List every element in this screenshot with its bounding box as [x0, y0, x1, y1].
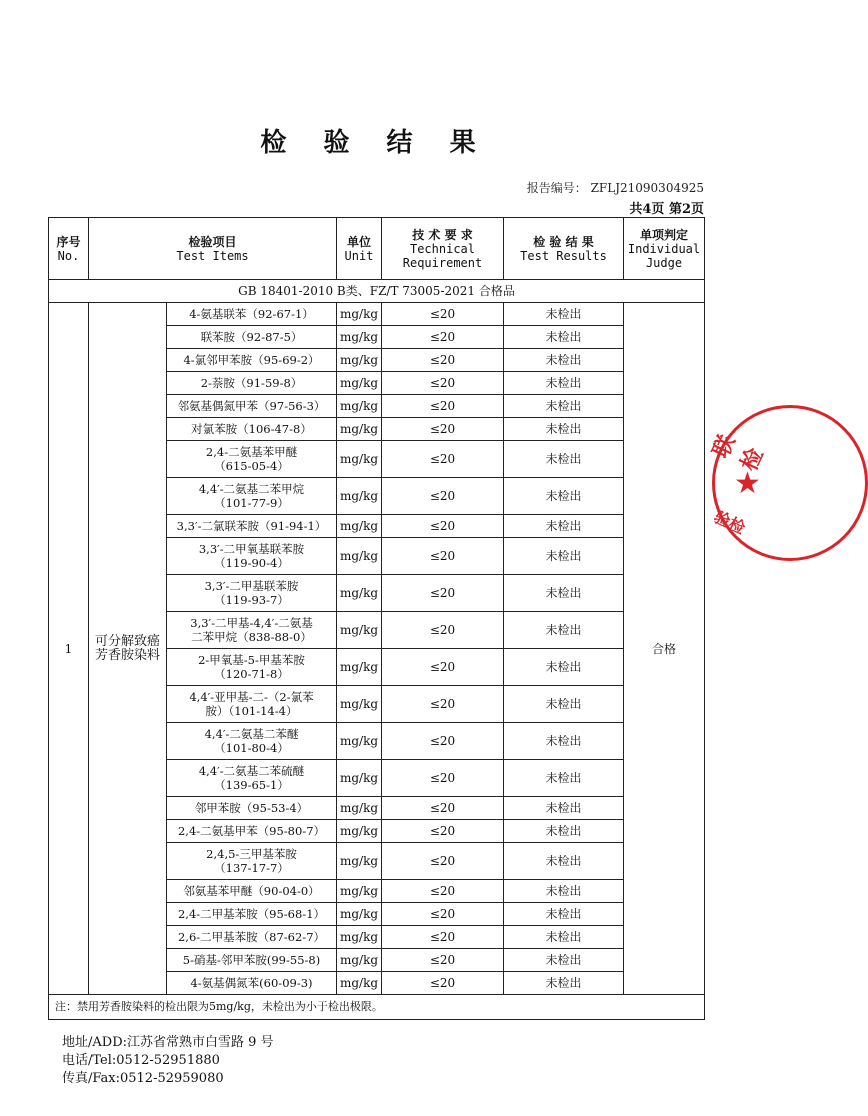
page-title: 检 验 结 果	[260, 128, 490, 158]
test-item: 5-硝基-邻甲苯胺(99-55-8)	[167, 949, 337, 972]
result-cell: 未检出	[504, 478, 624, 515]
unit-cell: mg/kg	[337, 820, 382, 843]
requirement-cell: ≤20	[382, 686, 504, 723]
result-cell: 未检出	[504, 418, 624, 441]
requirement-cell: ≤20	[382, 949, 504, 972]
result-cell: 未检出	[504, 515, 624, 538]
test-item: 2,4-二氨基甲苯（95-80-7）	[167, 820, 337, 843]
test-item: 3,3′-二甲氧基联苯胺 （119-90-4）	[167, 538, 337, 575]
page-indicator: 共4页 第2页	[629, 202, 704, 217]
test-item: 邻氨基苯甲醚（90-04-0）	[167, 880, 337, 903]
requirement-cell: ≤20	[382, 478, 504, 515]
test-item: 3,3′-二甲基-4,4′-二氨基 二苯甲烷（838-88-0）	[167, 612, 337, 649]
standard-row	[49, 280, 705, 303]
footer	[62, 1034, 274, 1088]
requirement-cell: ≤20	[382, 843, 504, 880]
report-number: 报告编号： ZFLJ21090304925	[526, 181, 704, 195]
col-judge: 单项判定 Individual Judge	[624, 218, 705, 280]
note-row	[49, 995, 705, 1020]
result-cell: 未检出	[504, 612, 624, 649]
unit-cell: mg/kg	[337, 903, 382, 926]
table-row	[49, 303, 705, 326]
test-item: 邻氨基偶氮甲苯（97-56-3）	[167, 395, 337, 418]
stamp-star-icon: ★	[734, 466, 761, 501]
test-item: 4,4′-二氨基二苯醚 （101-80-4）	[167, 723, 337, 760]
requirement-cell: ≤20	[382, 372, 504, 395]
footer-address: 地址/ADD:江苏省常熟市白雪路 9 号	[62, 1035, 274, 1050]
result-cell: 未检出	[504, 326, 624, 349]
result-cell: 未检出	[504, 949, 624, 972]
requirement-cell: ≤20	[382, 649, 504, 686]
table-header-row	[49, 218, 705, 280]
result-cell: 未检出	[504, 441, 624, 478]
test-item: 2-甲氧基-5-甲基苯胺 （120-71-8）	[167, 649, 337, 686]
test-item: 4,4′-二氨基二苯硫醚 （139-65-1）	[167, 760, 337, 797]
unit-cell: mg/kg	[337, 303, 382, 326]
result-cell: 未检出	[504, 349, 624, 372]
group-name: 可分解致癌 芳香胺染料	[89, 303, 167, 995]
result-cell: 未检出	[504, 903, 624, 926]
note-text: 注：禁用芳香胺染料的检出限为5mg/kg，未检出为小于检出极限。	[49, 995, 705, 1020]
unit-cell: mg/kg	[337, 880, 382, 903]
result-cell: 未检出	[504, 303, 624, 326]
col-results: 检 验 结 果 Test Results	[504, 218, 624, 280]
footer-tel: 电话/Tel:0512-52951880	[62, 1053, 220, 1068]
test-item: 邻甲苯胺（95-53-4）	[167, 797, 337, 820]
unit-cell: mg/kg	[337, 326, 382, 349]
requirement-cell: ≤20	[382, 538, 504, 575]
result-cell: 未检出	[504, 649, 624, 686]
unit-cell: mg/kg	[337, 649, 382, 686]
requirement-cell: ≤20	[382, 349, 504, 372]
col-unit: 单位 Unit	[337, 218, 382, 280]
group-judge: 合格	[624, 303, 705, 995]
requirement-cell: ≤20	[382, 575, 504, 612]
result-cell: 未检出	[504, 575, 624, 612]
test-item: 联苯胺（92-87-5）	[167, 326, 337, 349]
unit-cell: mg/kg	[337, 575, 382, 612]
col-requirement: 技 术 要 求 Technical Requirement	[382, 218, 504, 280]
test-item: 4-氨基联苯（92-67-1）	[167, 303, 337, 326]
test-item: 2,4-二氨基苯甲醚 （615-05-4）	[167, 441, 337, 478]
unit-cell: mg/kg	[337, 760, 382, 797]
unit-cell: mg/kg	[337, 395, 382, 418]
result-cell: 未检出	[504, 760, 624, 797]
result-cell: 未检出	[504, 686, 624, 723]
result-cell: 未检出	[504, 797, 624, 820]
unit-cell: mg/kg	[337, 515, 382, 538]
col-test-items: 检验项目 Test Items	[89, 218, 337, 280]
unit-cell: mg/kg	[337, 372, 382, 395]
col-no: 序号 No.	[49, 218, 89, 280]
test-item: 3,3′-二甲基联苯胺 （119-93-7）	[167, 575, 337, 612]
group-number: 1	[49, 303, 89, 995]
requirement-cell: ≤20	[382, 418, 504, 441]
requirement-cell: ≤20	[382, 972, 504, 995]
test-item: 2-萘胺（91-59-8）	[167, 372, 337, 395]
unit-cell: mg/kg	[337, 478, 382, 515]
results-table	[48, 217, 705, 1020]
unit-cell: mg/kg	[337, 926, 382, 949]
result-cell: 未检出	[504, 843, 624, 880]
stamp-text: 联检	[707, 430, 769, 476]
standard-text: GB 18401-2010 B类、FZ/T 73005-2021 合格品	[49, 280, 705, 303]
test-item: 对氯苯胺（106-47-8）	[167, 418, 337, 441]
unit-cell: mg/kg	[337, 441, 382, 478]
test-item: 4-氯邻甲苯胺（95-69-2）	[167, 349, 337, 372]
requirement-cell: ≤20	[382, 903, 504, 926]
unit-cell: mg/kg	[337, 612, 382, 649]
test-item: 2,4,5-三甲基苯胺 （137-17-7）	[167, 843, 337, 880]
unit-cell: mg/kg	[337, 797, 382, 820]
unit-cell: mg/kg	[337, 723, 382, 760]
result-cell: 未检出	[504, 926, 624, 949]
requirement-cell: ≤20	[382, 926, 504, 949]
requirement-cell: ≤20	[382, 303, 504, 326]
test-item: 4,4′-亚甲基-二-（2-氯苯 胺）（101-14-4）	[167, 686, 337, 723]
unit-cell: mg/kg	[337, 538, 382, 575]
requirement-cell: ≤20	[382, 760, 504, 797]
unit-cell: mg/kg	[337, 949, 382, 972]
requirement-cell: ≤20	[382, 880, 504, 903]
result-cell: 未检出	[504, 395, 624, 418]
test-item: 2,6-二甲基苯胺（87-62-7）	[167, 926, 337, 949]
requirement-cell: ≤20	[382, 515, 504, 538]
test-item: 4-氨基偶氮苯(60-09-3)	[167, 972, 337, 995]
test-item: 2,4-二甲基苯胺（95-68-1）	[167, 903, 337, 926]
requirement-cell: ≤20	[382, 441, 504, 478]
unit-cell: mg/kg	[337, 972, 382, 995]
requirement-cell: ≤20	[382, 395, 504, 418]
requirement-cell: ≤20	[382, 797, 504, 820]
unit-cell: mg/kg	[337, 843, 382, 880]
requirement-cell: ≤20	[382, 820, 504, 843]
requirement-cell: ≤20	[382, 612, 504, 649]
result-cell: 未检出	[504, 538, 624, 575]
unit-cell: mg/kg	[337, 349, 382, 372]
footer-fax: 传真/Fax:0512-52959080	[62, 1071, 224, 1086]
test-item: 3,3′-二氯联苯胺（91-94-1）	[167, 515, 337, 538]
unit-cell: mg/kg	[337, 686, 382, 723]
requirement-cell: ≤20	[382, 723, 504, 760]
test-item: 4,4′-二氨基二苯甲烷 （101-77-9）	[167, 478, 337, 515]
result-cell: 未检出	[504, 820, 624, 843]
result-cell: 未检出	[504, 972, 624, 995]
result-cell: 未检出	[504, 880, 624, 903]
unit-cell: mg/kg	[337, 418, 382, 441]
requirement-cell: ≤20	[382, 326, 504, 349]
result-cell: 未检出	[504, 372, 624, 395]
stamp-text: 验检	[711, 507, 749, 538]
result-cell: 未检出	[504, 723, 624, 760]
